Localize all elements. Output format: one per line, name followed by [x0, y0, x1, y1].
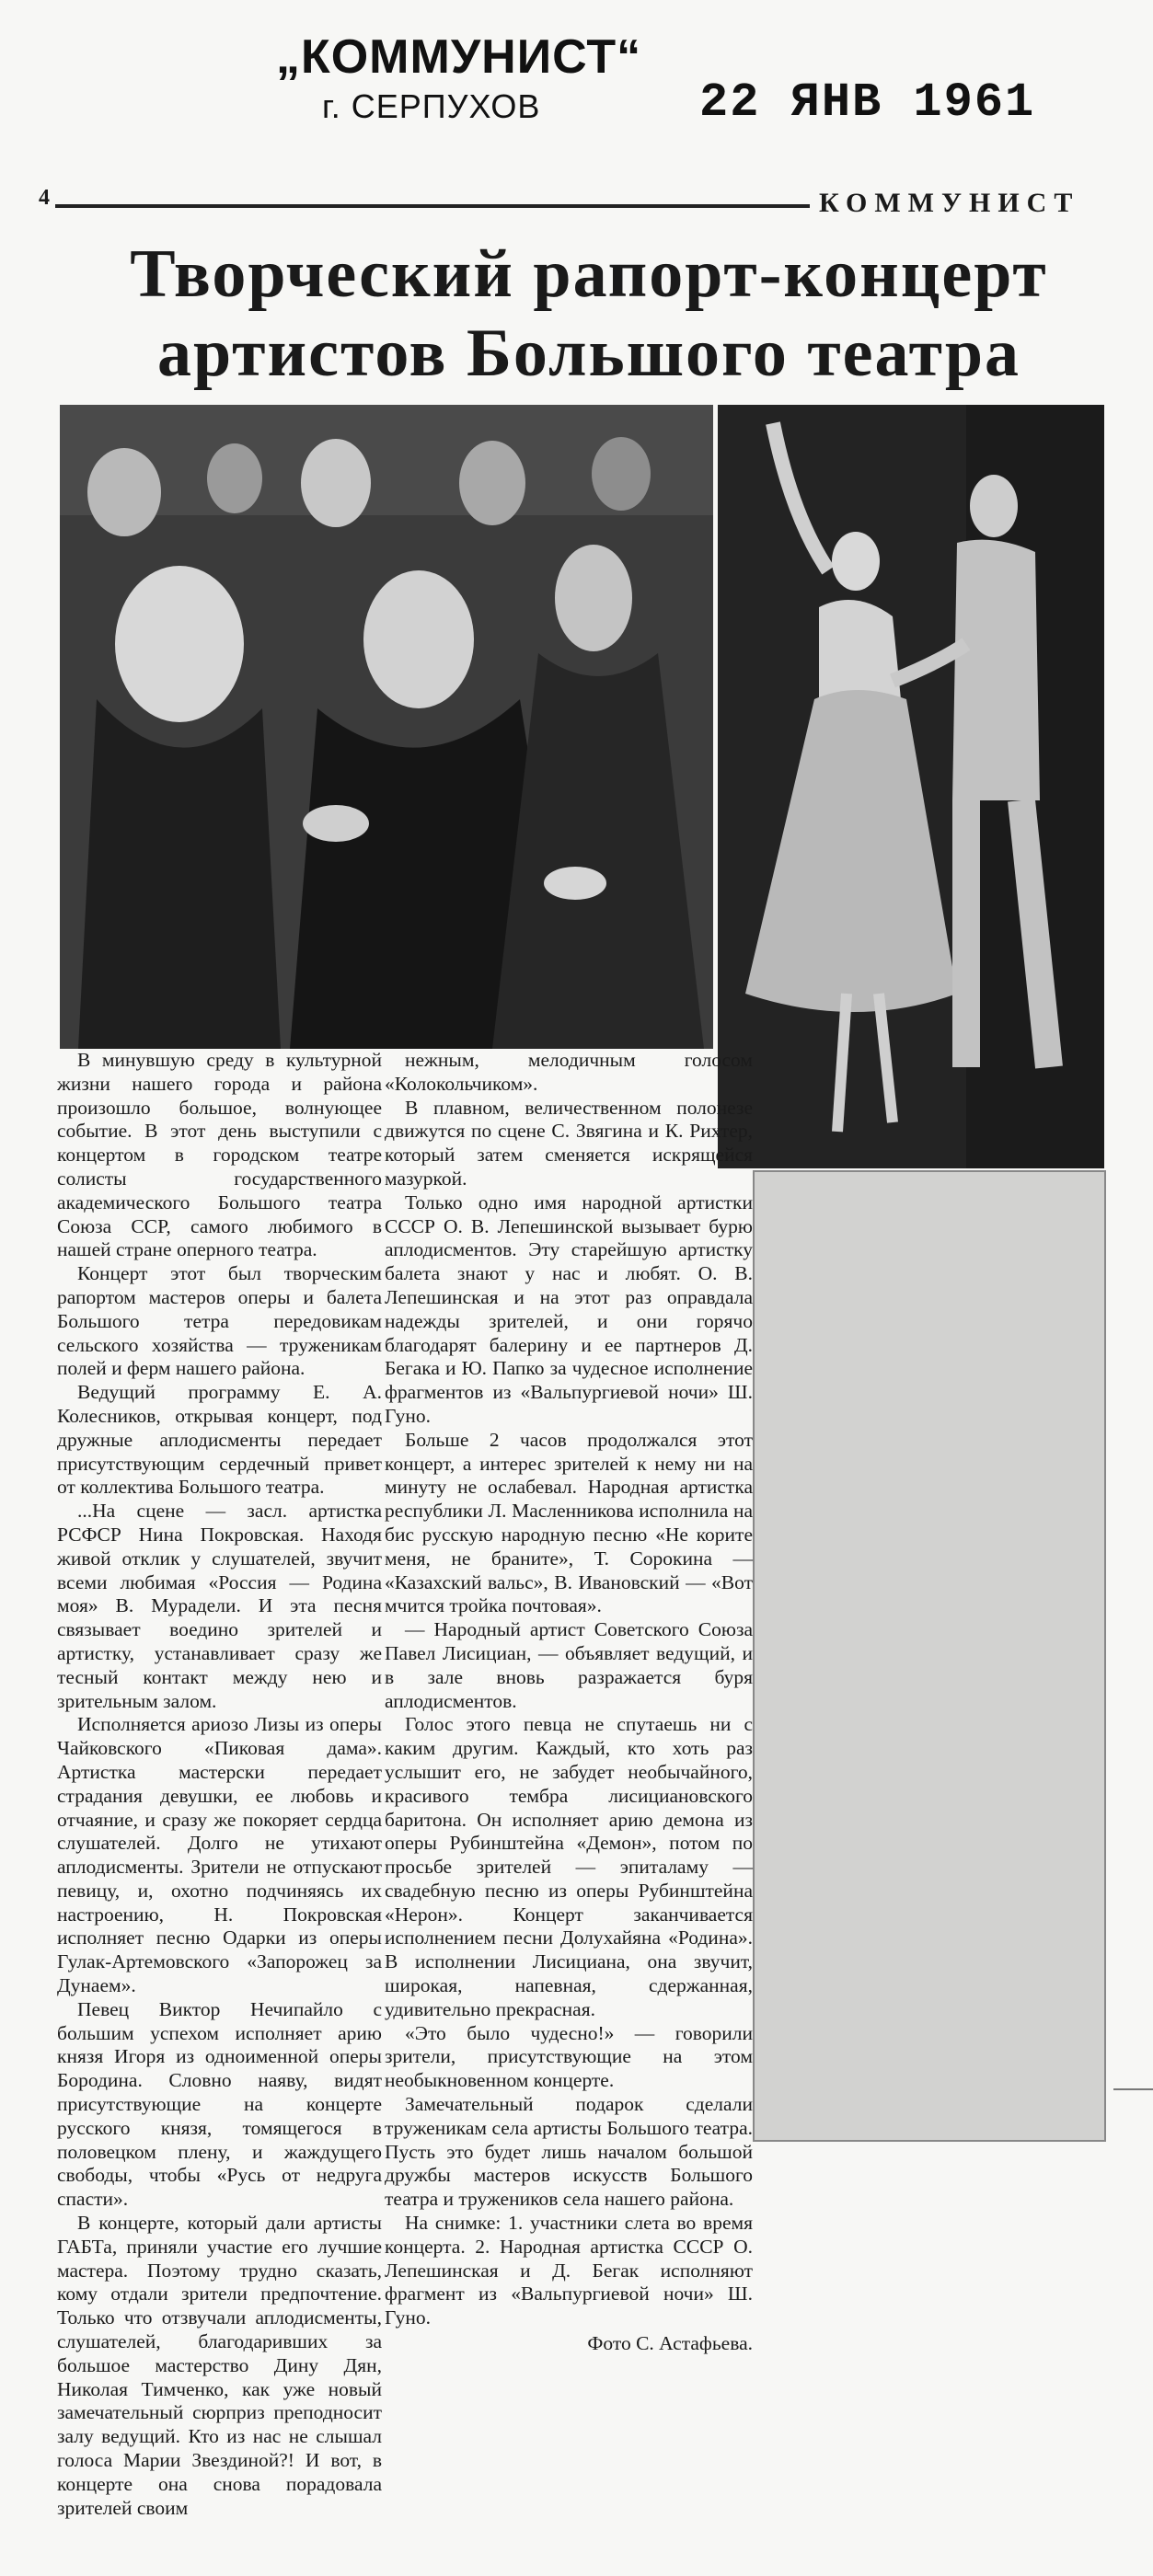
stamp-city: г. СЕРПУХОВ	[322, 87, 541, 125]
audience-illustration	[60, 405, 718, 1049]
blank-area	[753, 1170, 1106, 2142]
ballet-illustration	[718, 405, 1104, 1168]
article-paragraph: В минувшую среду в культурной жизни нашего города и района произошло большое, волнующее событие. В этот день выступили с концертом в городском театре солисты государственного академического Большого театра Союза ССР, самого любимого в нашей стране оперного театра.	[57, 1049, 382, 1261]
article-paragraph: Исполняется ариозо Лизы из оперы Чайковского «Пиковая дама». Артистка мастерски передает страдания девушки, ее любовь и отчаяние, и сразу же покоряет сердца слушателей. Долго не утихают аплодисменты. Зрители не отпускают певицу, и, охотно подчиняясь их настроению, Н. Покровская исполняет песню Одарки из оперы Гулак-Артемовского «Запорожец за Дунаем».	[57, 1713, 382, 1997]
article-right-column	[385, 1049, 753, 2356]
stamp-date: 22 ЯНВ 1961	[699, 75, 1036, 130]
article-paragraph: нежным, мелодичным голосом «Колокольчиком».	[385, 1049, 753, 1095]
masthead: КОММУНИСТ	[819, 188, 1080, 218]
article-paragraph: В плавном, величественном полонезе движутся по сцене С. Звягина и К. Рихтер, который затем сменяется искрящейся мазуркой.	[385, 1096, 753, 1190]
article-paragraph: Голос этого певца не спутаешь ни с каким другим. Каждый, кто хоть раз услышит его, не забудет необычайного, красивого тембра лисициановского баритона. Он исполняет арию демона из оперы Рубинштейна «Демон», потом по просьбе зрителей — эпиталаму — свадебную песню из оперы Рубинштейна «Нерон». Концерт заканчивается исполнением песни Долухайяна «Родина». В исполнении Лисициана, она звучит, широкая, напевная, сдержанная, удивительно прекрасная.	[385, 1713, 753, 2020]
photo-caption: На снимке: 1. участники слета во время концерта. 2. Народная артистка СССР О. Лепешинская и Д. Бегак исполняют фрагмент из «Вальпургиевой ночи» Ш. Гуно.	[385, 2212, 753, 2329]
page-number: 4	[39, 186, 50, 210]
article-paragraph: Ведущий программу Е. А. Колесников, открывая концерт, под дружные аплодисменты передает присутствующим сердечный привет от коллектива Большого театра.	[57, 1381, 382, 1499]
article-paragraph: Больше 2 часов продолжался этот концерт, а интерес зрителей к нему ни на минуту не ослабевал. Народная артистка республики Л. Масленникова исполнила на бис русскую народную песню «Не корите меня, не браните», Т. Сорокина — «Казахский вальс», В. Ивановский — «Вот мчится тройка почтовая».	[385, 1428, 753, 1617]
scan-edge-line	[1113, 2088, 1153, 2090]
article-paragraph: В концерте, который дали артисты ГАБТа, приняли участие его лучшие мастера. Поэтому трудно сказать, кому отдали зрители предпочтение. Только что отзвучали аплодисменты, слушателей, благодаривших за большое мастерство Дину Дян, Николая Тимченко, как уже новый замечательный сюрприз преподносит залу ведущий. Кто из нас не слышал голоса Марии Звездиной?! И вот, в концерте она снова порадовала зрителей своим	[57, 2212, 382, 2519]
article-paragraph: Замечательный подарок сделали труженикам села артисты Большого театра. Пусть это будет лишь началом большой дружбы мастеров искусств Большого театра и тружеников села нашего района.	[385, 2093, 753, 2211]
audience-photo	[60, 405, 718, 1049]
photo-credit: Фото С. Астафьева.	[587, 2332, 753, 2355]
article-paragraph: Певец Виктор Нечипайло с большим успехом исполняет арию князя Игоря из одноименной оперы Бородина. Словно наяву, видят присутствующие на концерте русского князя, томящегося в половецком плену, и жаждущего свободы, чтобы «Русь от недруга спасти».	[57, 1997, 382, 2211]
article-left-column	[57, 1049, 382, 2520]
article-paragraph: Только одно имя народной артистки СССР О. В. Лепешинской вызывает бурю аплодисментов. Эту старейшую артистку балета знают у нас и любят. О. В. Лепешинская и на этот раз оправдала надежды зрителей, и они горячо благодарят балерину и ее партнеров Д. Бегака и Ю. Папко за чудесное исполнение фрагментов из «Вальпургиевой ночи» Ш. Гуно.	[385, 1190, 753, 1427]
header-rule	[55, 204, 810, 208]
ballet-photo	[718, 405, 1104, 1168]
article-paragraph: Концерт этот был творческим рапортом мастеров оперы и балета Большого тетра передовикам сельского хозяйства — труженикам полей и ферм нашего района.	[57, 1262, 382, 1380]
stamp-newspaper-name: „КОММУНИСТ“	[276, 30, 642, 84]
article-paragraph: «Это было чудесно!» — говорили зрители, присутствующие на этом необыкновенном концерте.	[385, 2021, 753, 2092]
article-paragraph: ...На сцене — засл. артистка РСФСР Нина Покровская. Находя живой отклик у слушателей, звучит всеми любимая «Россия — Родина моя» В. Мурадели. И эта песня связывает воедино зрителей и артистку, устанавливает сразу же тесный контакт между нею и зрительным залом.	[57, 1500, 382, 1712]
headline: Творческий рапорт-концерт артистов Большого театра	[130, 236, 1048, 391]
article-paragraph: — Народный артист Советского Союза Павел Лисициан, — объявляет ведущий, и в зале вновь разражается буря аплодисментов.	[385, 1618, 753, 1712]
